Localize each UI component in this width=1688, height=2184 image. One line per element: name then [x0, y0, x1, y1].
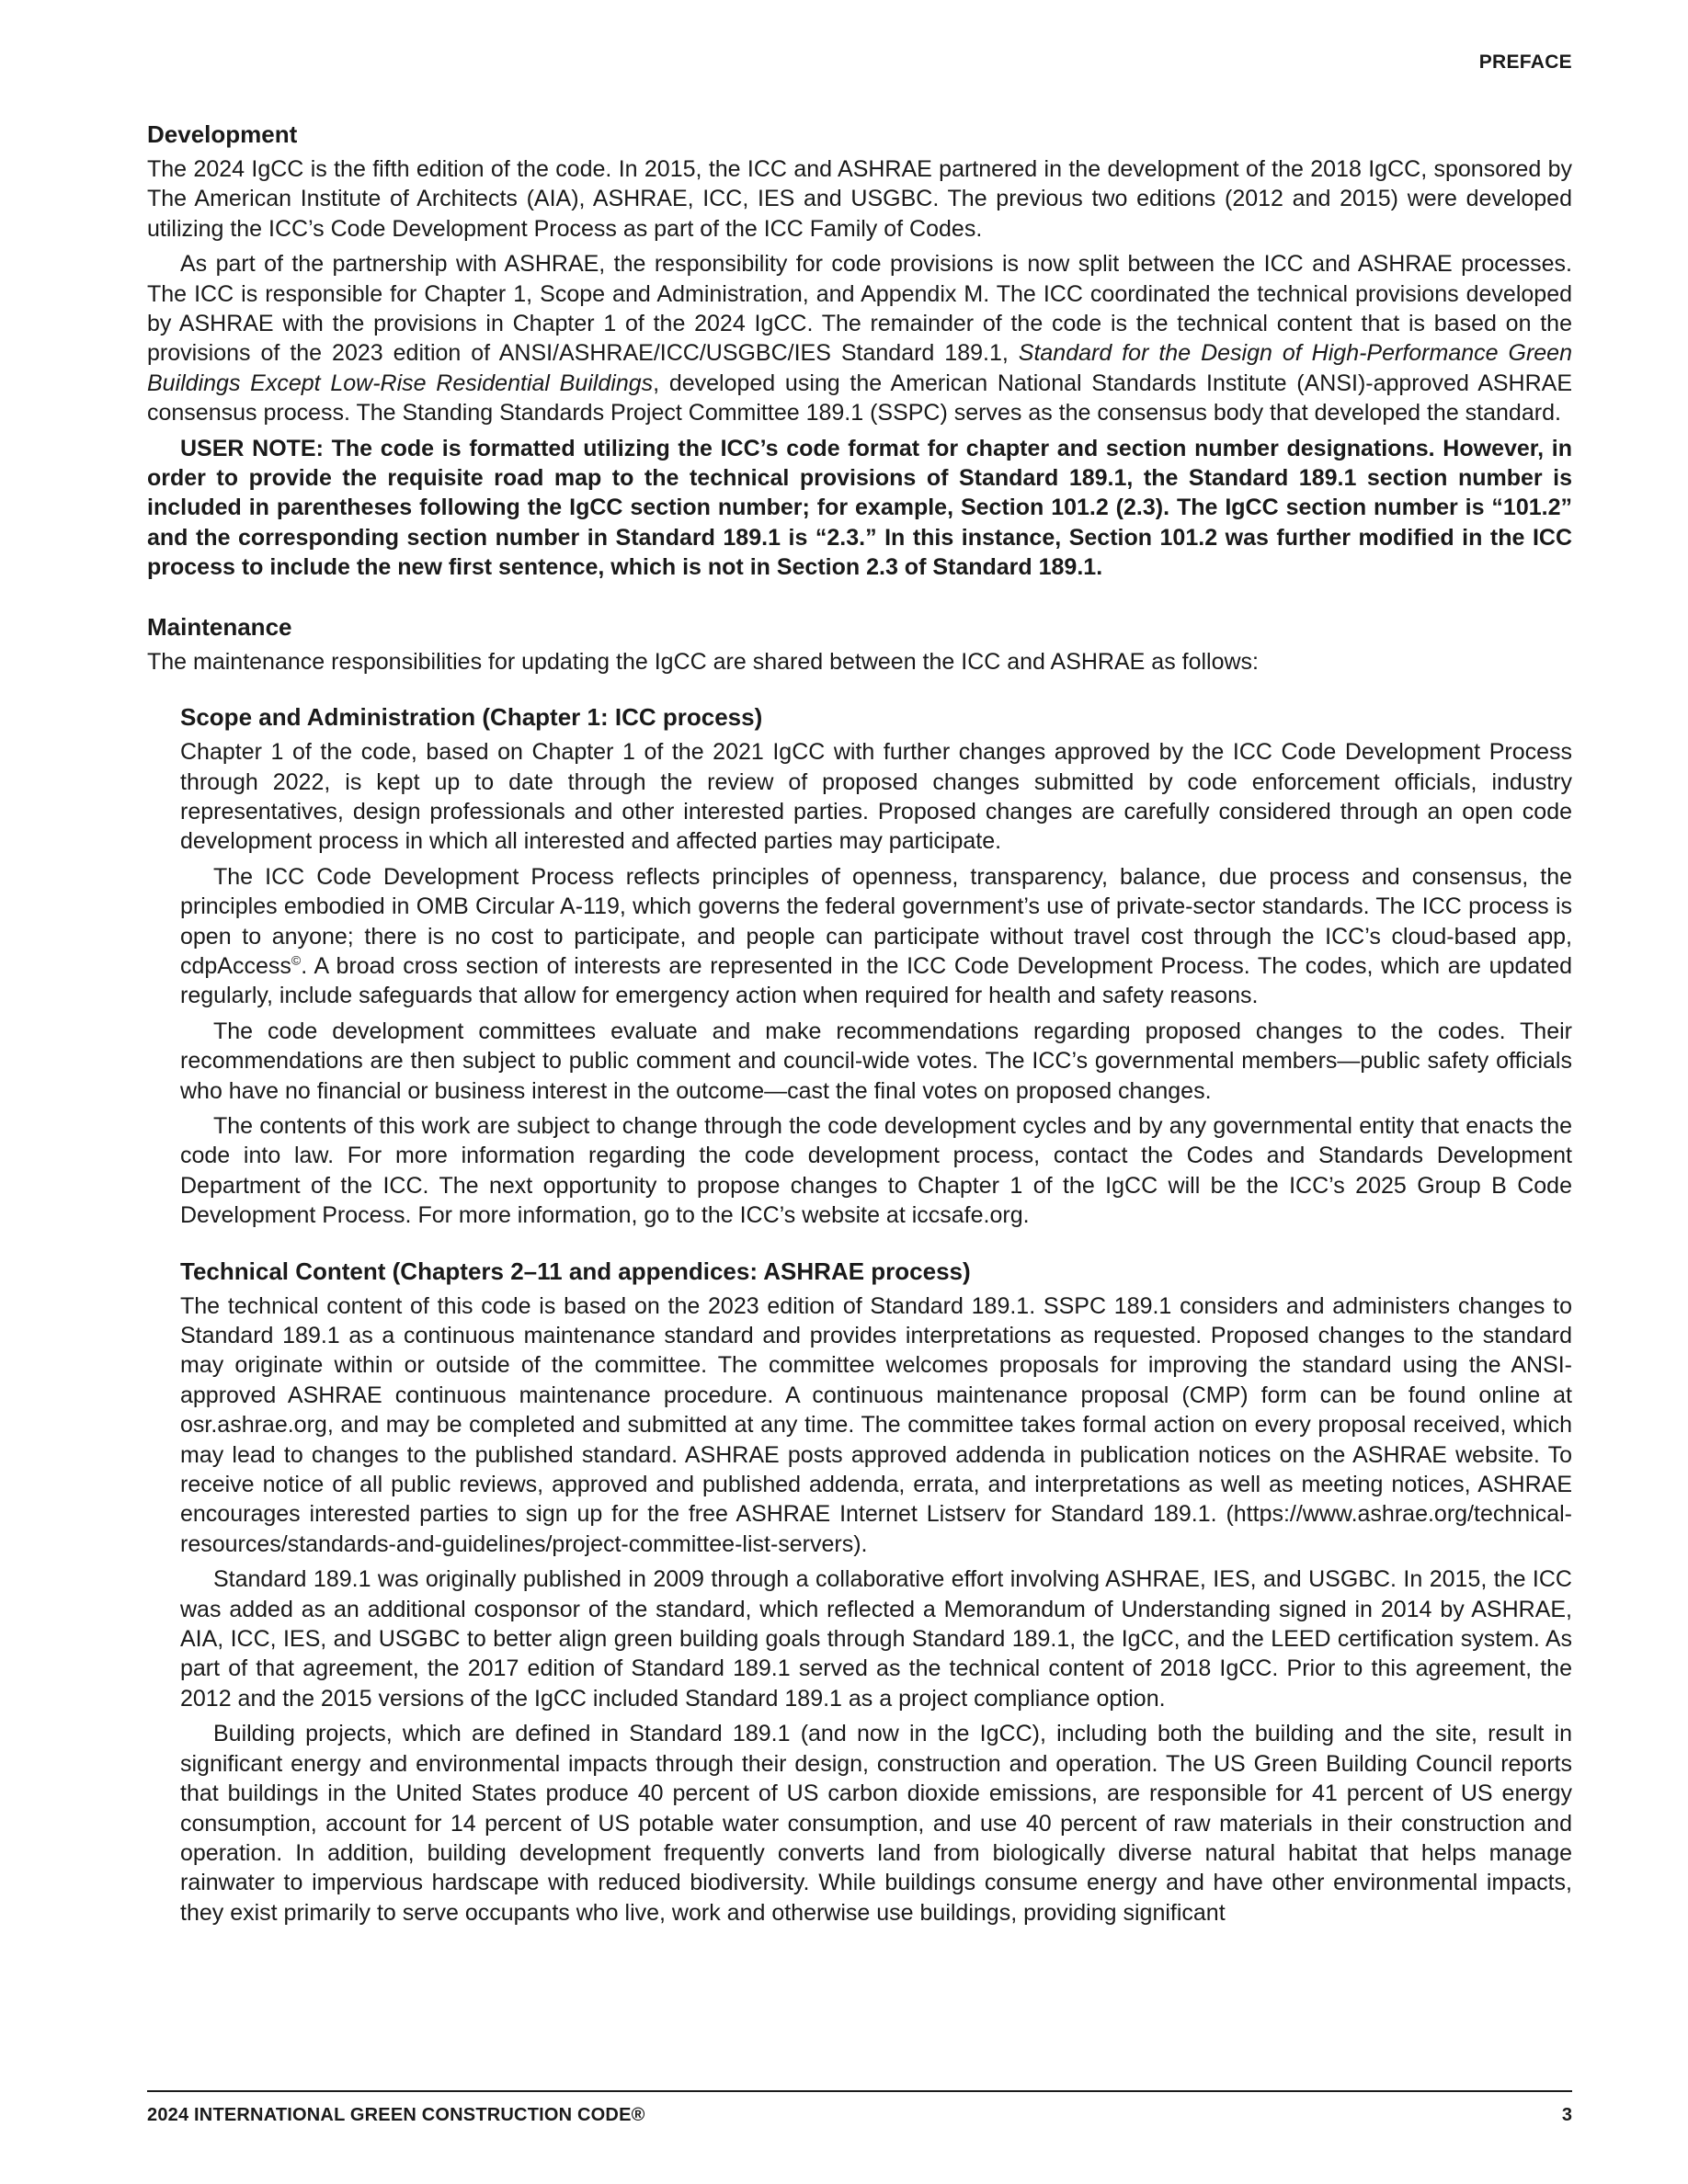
- maintenance-heading: Maintenance: [147, 612, 292, 641]
- copyright-mark: ©: [291, 952, 302, 968]
- technical-paragraph-1: The technical content of this code is based on the 2023 edition of Standard 189.1. SSPC 189.1 considers and administers changes to Standard 189.1 as a continuous maintenance standard and provides interpretations as requested. Proposed changes to the standard may originate within or outside of the committee. The committee welcomes proposals for improving the standard using the ANSI-approved ASHRAE continuous maintenance procedure. A continuous maintenance proposal (CMP) form can be found online at osr.ashrae.org, and may be completed and submitted at any time. The committee takes formal action on every proposal received, which may lead to changes to the published standard. ASHRAE posts approved addenda in publication notices on the ASHRAE website. To receive notice of all public reviews, approved and published addenda, errata, and interpretations as well as meeting notices, ASHRAE encourages interested parties to sign up for the free ASHRAE Internet Listserv for Standard 189.1. (https://www.ashrae.org/technical-resources/standards-and-guidelines/project-committee-list-servers).: [180, 1292, 1572, 1557]
- page-number: 3: [1561, 2105, 1572, 2125]
- scope-paragraph-4: The contents of this work are subject to change through the code development cycles and by any governmental entity that enacts the code into law. For more information regarding the code development process, contact the Codes and Standards Development Department of the ICC. The next opportunity to propose changes to Chapter 1 of the IgCC will be the ICC’s 2025 Group B Code Development Process. For more information, go to the ICC’s website at iccsafe.org.: [180, 1112, 1572, 1229]
- page-content: [147, 119, 1572, 1933]
- scope-p2-text-after: . A broad cross section of interests are represented in the ICC Code Development Process. The codes, which are updated regularly, include safeguards that allow for emergency action when required for health and safety reasons.: [180, 952, 1572, 1009]
- maintenance-intro: The maintenance responsibilities for updating the IgCC are shared between the ICC and ASHRAE as follows:: [147, 648, 1259, 675]
- document-page: [147, 48, 1572, 2153]
- scope-administration-section: [180, 737, 1572, 1231]
- user-note: USER NOTE: The code is formatted utilizing the ICC’s code format for chapter and section number designations. However, in order to provide the requisite road map to the technical provisions of Standard 189.1, the Standard 189.1 section number is included in parentheses following the IgCC section number; for example, Section 101.2 (2.3). The IgCC section number is “101.2” and the corresponding section number in Standard 189.1 is “2.3.” In this instance, Section 101.2 was further modified in the ICC process to include the new first sentence, which is not in Section 2.3 of Standard 189.1.: [147, 435, 1572, 581]
- development-paragraph-1: The 2024 IgCC is the fifth edition of the code. In 2015, the ICC and ASHRAE partnered in the development of the 2018 IgCC, sponsored by The American Institute of Architects (AIA), ASHRAE, ICC, IES and USGBC. The previous two editions (2012 and 2015) were developed utilizing the ICC’s Code Development Process as part of the ICC Family of Codes.: [147, 156, 1572, 242]
- scope-paragraph-3: The code development committees evaluate and make recommendations regarding proposed changes to the codes. Their recommendations are then subject to public comment and council-wide votes. The ICC’s governmental members—public safety officials who have no financial or business interest in the outcome—cast the final votes on proposed changes.: [180, 1018, 1572, 1104]
- technical-paragraph-2: Standard 189.1 was originally published in 2009 through a collaborative effort involving ASHRAE, IES, and USGBC. In 2015, the ICC was added as an additional cosponsor of the standard, which reflected a Memorandum of Understanding signed in 2014 by ASHRAE, AIA, ICC, IES, and USGBC to better align green building goals through Standard 189.1, the IgCC, and the LEED certification system. As part of that agreement, the 2017 edition of Standard 189.1 served as the technical content of 2018 IgCC. Prior to this agreement, the 2012 and the 2015 versions of the IgCC included Standard 189.1 as a project compliance option.: [180, 1566, 1572, 1712]
- development-p2-text-before: As part of the partnership with ASHRAE, the responsibility for code provisions is now split between the ICC and ASHRAE processes. The ICC is responsible for Chapter 1, Scope and Administration, and Appendix M. The ICC coordinated the technical provisions developed by ASHRAE with the provisions in Chapter 1 of the 2024 IgCC. The remainder of the code is the technical content that is based on the provisions of the 2023 edition of ANSI/ASHRAE/ICC/USGBC/IES Standard 189.1,: [147, 251, 1572, 367]
- standard-title-italic: Standard for the Design of High-Performance Green Buildings Except Low-Rise Residential Buildings: [147, 340, 1572, 396]
- technical-paragraph-3: Building projects, which are defined in Standard 189.1 (and now in the IgCC), including both the building and the site, result in significant energy and environmental impacts through their design, construction and operation. The US Green Building Council reports that buildings in the United States produce 40 percent of US carbon dioxide emissions, are responsible for 41 percent of US energy consumption, account for 14 percent of US potable water consumption, and use 40 percent of raw materials in their construction and operation. In addition, building development frequently converts land from biologically diverse natural habitat that helps manage rainwater to impervious hardscape with reduced biodiversity. While buildings consume energy and have other environmental impacts, they exist primarily to serve occupants who live, work and otherwise use buildings, providing significant: [180, 1721, 1572, 1926]
- footer-rule: [147, 2090, 1572, 2092]
- development-p2-text-after: , developed using the American National Standards Institute (ANSI)-approved ASHRAE consensus process. The Standing Standards Project Committee 189.1 (SSPC) serves as the consensus body that developed the standard.: [147, 370, 1573, 427]
- footer-title: 2024 INTERNATIONAL GREEN CONSTRUCTION CODE®: [147, 2105, 645, 2125]
- running-head: PREFACE: [1478, 51, 1572, 73]
- technical-content-heading: Technical Content (Chapters 2–11 and appendices: ASHRAE process): [180, 1257, 971, 1285]
- scope-p2-text-before: The ICC Code Development Process reflects principles of openness, transparency, balance, due process and consensus, the principles embodied in OMB Circular A-119, which governs the federal government’s use of private-sector standards. The ICC process is open to anyone; there is no cost to participate, and people can participate without travel cost through the ICC’s cloud-based app, cdpAccess: [180, 863, 1572, 979]
- scope-paragraph-2: [180, 862, 1572, 1011]
- development-paragraph-2: [147, 249, 1572, 427]
- scope-administration-heading: Scope and Administration (Chapter 1: ICC process): [180, 703, 763, 732]
- development-heading: Development: [147, 120, 298, 148]
- scope-paragraph-1: Chapter 1 of the code, based on Chapter 1 of the 2021 IgCC with further changes approved by the ICC Code Development Process through 2022, is kept up to date through the review of proposed changes submitted by code enforcement officials, industry representatives, design professionals and other interested parties. Proposed changes are carefully considered through an open code development process in which all interested and affected parties may participate.: [180, 739, 1572, 855]
- technical-content-section: [180, 1291, 1572, 1928]
